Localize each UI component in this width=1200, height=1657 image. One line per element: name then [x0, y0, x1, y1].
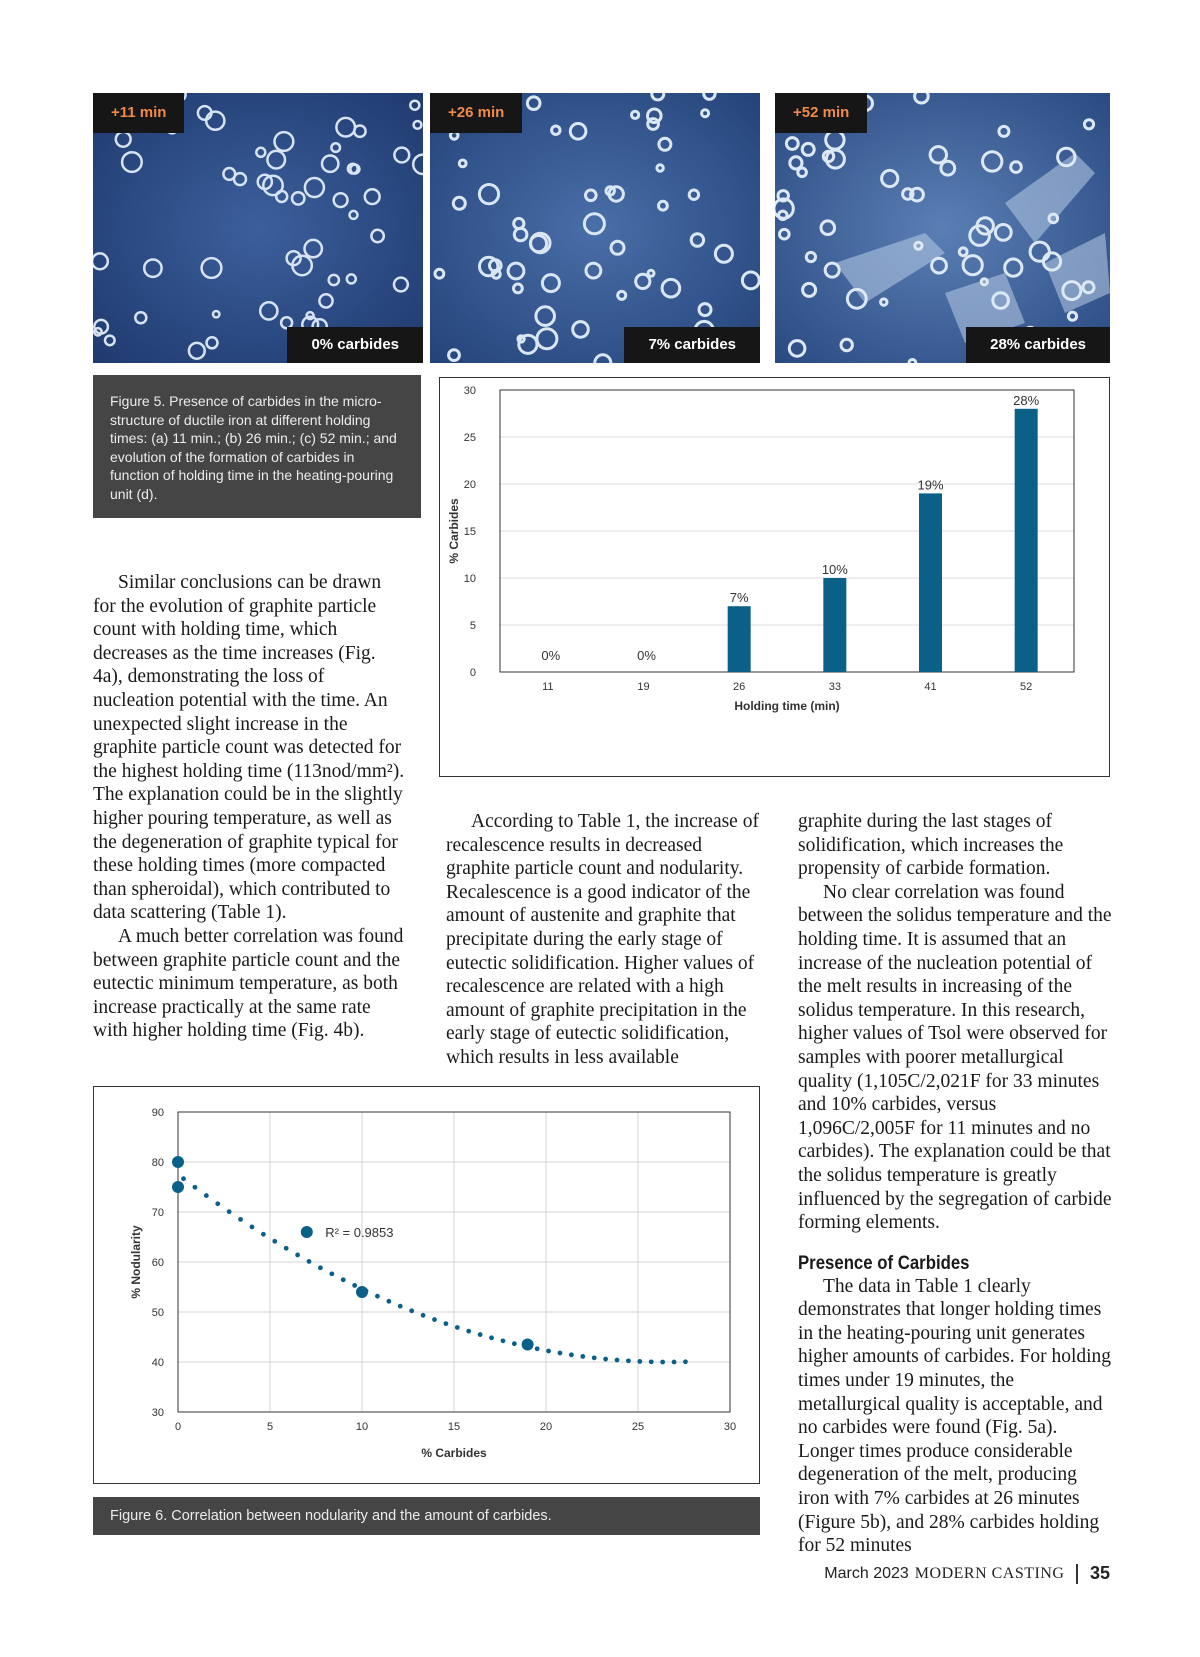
- trendline-dot: [512, 1341, 517, 1346]
- trendline-dot: [284, 1246, 289, 1251]
- figure6-caption: Figure 6. Correlation between nodularity and the amount of carbides.: [93, 1497, 760, 1535]
- y-axis-title: % Nodularity: [129, 1225, 143, 1299]
- trendline-dot: [603, 1357, 608, 1362]
- trendline-dot: [238, 1217, 243, 1222]
- x-tick-label: 11: [542, 681, 554, 693]
- x-tick-label: 33: [828, 681, 841, 693]
- y-tick-label: 30: [151, 1407, 164, 1419]
- r-squared-label: R² = 0.9853: [325, 1225, 394, 1240]
- trendline-dot: [580, 1354, 585, 1359]
- x-tick-label: 52: [1020, 681, 1033, 693]
- x-tick-label: 25: [631, 1421, 645, 1433]
- data-point: [522, 1339, 534, 1351]
- y-tick-label: 50: [151, 1307, 164, 1319]
- y-tick-label: 5: [469, 620, 476, 632]
- micrograph-image: [775, 93, 1110, 363]
- trendline-dot: [444, 1321, 449, 1326]
- x-axis-title: Holding time (min): [734, 699, 840, 713]
- bar: [1015, 409, 1038, 672]
- x-tick-label: 15: [447, 1421, 461, 1433]
- y-tick-label: 20: [463, 479, 476, 491]
- page-footer: [824, 1563, 1110, 1584]
- magazine-name: MODERN CASTING: [914, 1564, 1065, 1582]
- y-tick-label: 15: [463, 526, 476, 538]
- x-tick-label: 10: [355, 1421, 369, 1433]
- trendline-dot: [307, 1259, 312, 1264]
- micrograph-image: [430, 93, 760, 363]
- nodularity-scatter-chart: [93, 1086, 760, 1484]
- holding-time-label: +26 min: [430, 93, 522, 133]
- section-heading: Presence of Carbides: [798, 1251, 970, 1274]
- paragraph: A much better correlation was found between graphite particle count and the eutectic minimum temperature, as both increase practically at the same rate with higher holding time (Fig. 4b).: [93, 925, 404, 1042]
- trendline-dot: [455, 1325, 460, 1330]
- y-tick-label: 0: [469, 667, 476, 679]
- x-tick-label: 41: [924, 681, 937, 693]
- trendline-dot: [421, 1313, 426, 1318]
- x-axis-title: % Carbides: [421, 1446, 487, 1460]
- trendline-dot: [535, 1346, 540, 1351]
- trendline-dot: [432, 1317, 437, 1322]
- holding-time-label: +52 min: [775, 93, 867, 133]
- data-label: 28%: [1013, 392, 1040, 408]
- trendline-dot: [592, 1355, 597, 1360]
- micrograph-11min: [93, 93, 423, 363]
- trendline-dot: [272, 1239, 277, 1244]
- trendline-dot: [250, 1224, 255, 1229]
- trendline-dot: [341, 1277, 346, 1282]
- bar: [823, 578, 846, 672]
- data-label: 0%: [541, 648, 561, 663]
- y-axis-title: % Carbides: [447, 498, 461, 564]
- bar: [728, 606, 751, 672]
- trendline-dot: [227, 1209, 232, 1214]
- x-tick-label: 0: [174, 1421, 182, 1433]
- y-tick-label: 70: [151, 1207, 164, 1219]
- micrograph-26min: [430, 93, 760, 363]
- trendline-dot: [375, 1294, 380, 1299]
- trendline-dot: [204, 1193, 209, 1198]
- x-tick-label: 30: [723, 1421, 737, 1433]
- trendline-dot: [215, 1201, 220, 1206]
- trendline-dot: [501, 1338, 506, 1343]
- paragraph: According to Table 1, the increase of recalescence results in decreased graphite particle count and nodularity. Recalescence is a good indicator of the amount of austenite and graphite that precipitate during the early stage of eutectic solidification. Higher values of recalescence are related with a high amount of graphite precipitation in the early stage of eutectic solidification, which results in less available: [446, 811, 759, 1068]
- trendline-dot: [615, 1358, 620, 1363]
- paragraph: No clear correlation was found between the solidus temperature and the holding time. It is assumed that an increase of the nucleation potential of the melt results in increasing of the solidus temperature. In this research, higher values of Tsol were observed for samples with poorer metallurgical quality (1,105C/2,021F for 33 minutes and 10% carbides, versus 1,096C/2,005F for 11 minutes and no carbides). The explanation could be that the solidus temperature is greatly influenced by the segregation of carbide forming elements.: [798, 881, 1112, 1234]
- y-tick-label: 40: [151, 1357, 164, 1369]
- x-tick-label: 26: [733, 681, 746, 693]
- micrograph-image: [93, 93, 423, 363]
- data-label: 0%: [637, 648, 656, 663]
- data-point: [301, 1226, 313, 1238]
- trendline-dot: [466, 1329, 471, 1334]
- body-column-2: [446, 810, 761, 1070]
- y-tick-label: 25: [463, 432, 476, 444]
- trendline-dot: [318, 1265, 323, 1270]
- trendline-dot: [329, 1271, 334, 1276]
- x-tick-label: 20: [539, 1421, 553, 1433]
- page-number: 35: [1089, 1563, 1110, 1583]
- y-tick-label: 10: [463, 573, 476, 585]
- scatter-chart-svg: [94, 1087, 758, 1482]
- trendline-dot: [261, 1232, 266, 1237]
- paragraph: graphite during the last stages of solidification, which increases the propensity of carbide formation.: [798, 811, 1064, 880]
- data-point: [356, 1286, 368, 1298]
- micrograph-52min: [775, 93, 1110, 363]
- trendline-dot: [409, 1308, 414, 1313]
- y-tick-label: 80: [151, 1157, 164, 1169]
- y-tick-label: 90: [151, 1107, 164, 1119]
- bar: [919, 493, 942, 672]
- y-tick-label: 60: [151, 1257, 164, 1269]
- trendline-dot: [295, 1253, 300, 1258]
- issue-date: March 2023: [824, 1564, 909, 1582]
- trendline-dot: [546, 1349, 551, 1354]
- figure5-caption: Figure 5. Presence of carbides in the micro-structure of ductile iron at different holding times: (a) 11 min.; (b) 26 min.; (c) 52 min.; and evolution of the formation of carbides in function of holding time in the heating-pouring unit (d).: [93, 375, 421, 518]
- trendline-dot: [683, 1359, 688, 1364]
- trendline-dot: [569, 1352, 574, 1357]
- paragraph: The data in Table 1 clearly demonstrates that longer holding times in the heating-pouring unit generates higher amounts of carbides. For holding times under 19 minutes, the metallurgical quality is acceptable, and no carbides were found (Fig. 5a). Longer times produce considerable degeneration of the melt, producing iron with 7% carbides at 26 minutes (Figure 5b), and 28% carbides holding for 52 minutes: [798, 1275, 1112, 1557]
- trendline-dot: [181, 1176, 186, 1181]
- body-column-3: [798, 810, 1113, 1558]
- trendline-dot: [672, 1360, 677, 1365]
- paragraph: Similar conclusions can be drawn for the evolution of graphite particle count with holding time, which decreases as the time increases (Fig. 4a), demonstrating the loss of nucleation potential with the time. An unexpected slight increase in the graphite particle count was detected for the highest holding time (113nod/mm²). The explanation could be in the slightly higher pouring temperature, as well as the degeneration of graphite typical for these holding times (more compacted than spheroidal), which contributed to data scattering (Table 1).: [93, 572, 405, 924]
- body-column-1: [93, 571, 408, 1043]
- carbide-percent-label: 28% carbides: [966, 327, 1110, 363]
- trendline-dot: [386, 1299, 391, 1304]
- trendline-dot: [478, 1332, 483, 1337]
- x-tick-label: 5: [266, 1421, 274, 1433]
- trendline-dot: [626, 1358, 631, 1363]
- data-label: 10%: [821, 562, 848, 577]
- carbides-bar-chart: [439, 377, 1110, 777]
- trendline-dot: [398, 1304, 403, 1309]
- trendline-dot: [649, 1359, 654, 1364]
- trendline-dot: [660, 1360, 665, 1365]
- data-label: 7%: [729, 590, 749, 606]
- data-point: [172, 1181, 184, 1193]
- trendline-dot: [352, 1283, 357, 1288]
- holding-time-label: +11 min: [93, 93, 184, 133]
- y-tick-label: 30: [463, 385, 476, 397]
- footer-divider: [1076, 1564, 1078, 1584]
- trendline-dot: [489, 1335, 494, 1340]
- trendline-dot: [558, 1351, 563, 1356]
- x-tick-label: 19: [637, 681, 650, 693]
- bar-chart-svg: [440, 378, 1108, 775]
- data-label: 19%: [917, 477, 944, 493]
- data-point: [172, 1156, 184, 1168]
- trendline-dot: [637, 1359, 642, 1364]
- carbide-percent-label: 7% carbides: [624, 327, 760, 363]
- trendline-dot: [193, 1185, 198, 1190]
- carbide-percent-label: 0% carbides: [287, 327, 423, 363]
